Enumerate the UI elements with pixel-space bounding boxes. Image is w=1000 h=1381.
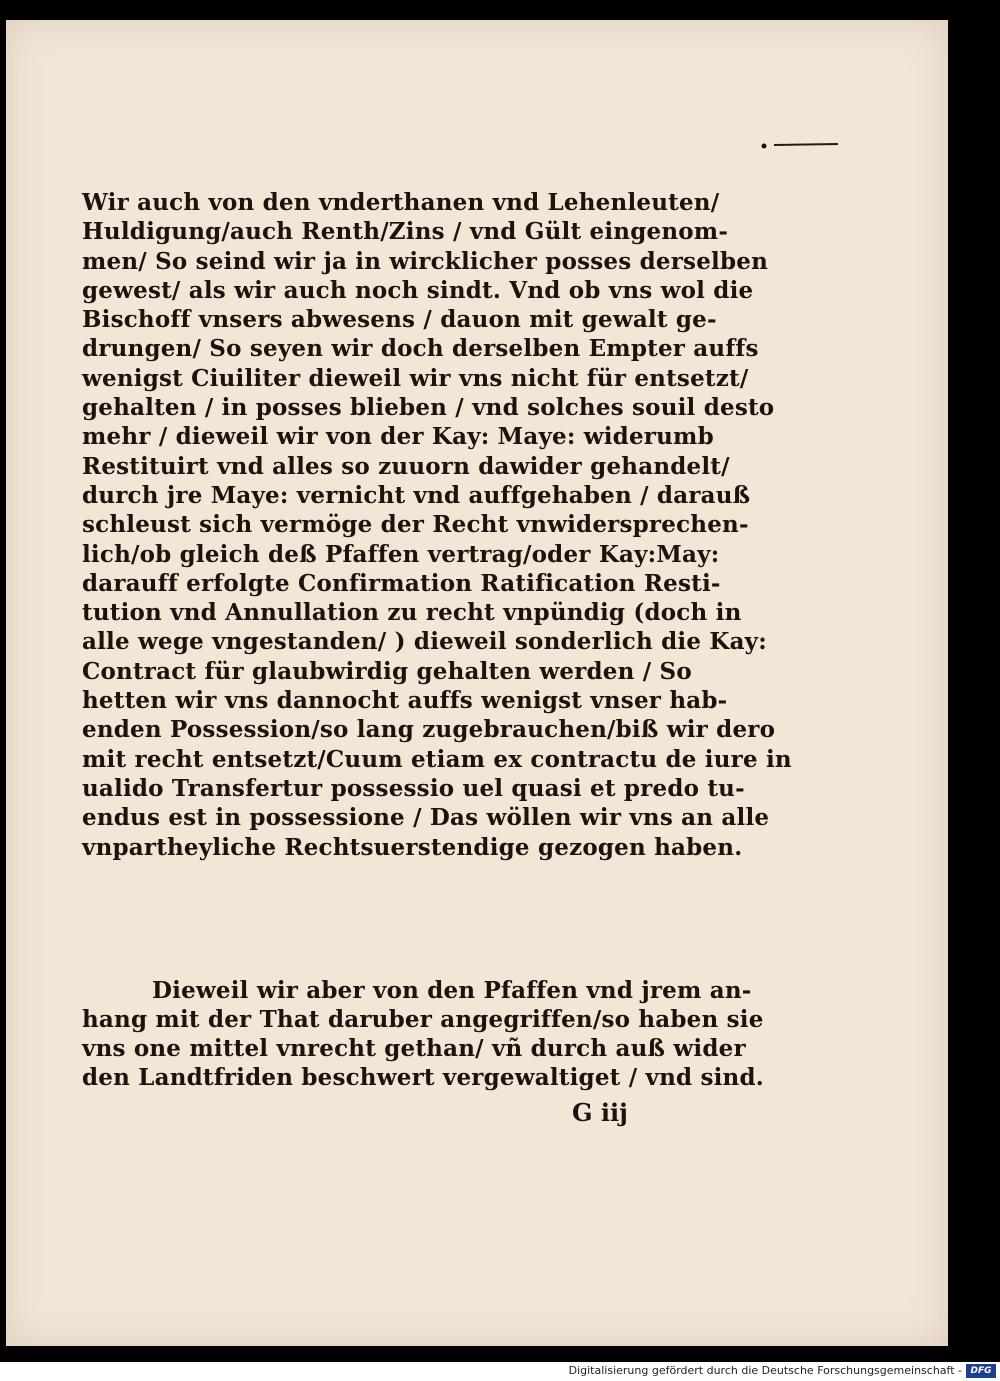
- text-line: mit recht entsetzt/Cuum etiam ex contractu de iure in: [82, 745, 792, 773]
- text-line: ualido Transfertur possessio uel quasi et predo tu-: [82, 774, 745, 802]
- body-paragraph-1: [82, 188, 792, 862]
- text-line: vns one mittel vnrecht gethan/ vñ durch auß wider: [82, 1035, 746, 1062]
- text-line: hang mit der That daruber angegriffen/so haben sie: [82, 1006, 764, 1033]
- text-line: alle wege vngestanden/ ) dieweil sonderlich die Kay:: [82, 628, 767, 656]
- text-line: vnpartheyliche Rechtsuerstendige gezogen haben.: [82, 833, 743, 861]
- text-line: Contract für glaubwirdig gehalten werden / So: [82, 657, 692, 685]
- text-line: Huldigung/auch Renth/Zins / vnd Gült eingenom-: [82, 218, 729, 246]
- text-line: wenigst Ciuiliter dieweil wir vns nicht für entsetzt/: [82, 364, 749, 392]
- text-line: Wir auch von den vnderthanen vnd Lehenleuten/: [82, 189, 720, 216]
- text-line: men/ So seind wir ja in wircklicher posses derselben: [82, 247, 769, 275]
- text-line: lich/ob gleich deß Pfaffen vertrag/oder Kay:May:: [82, 540, 720, 568]
- footer-credit: Digitalisierung gefördert durch die Deutsche Forschungsgemeinschaft -: [568, 1364, 962, 1377]
- text-line: Dieweil wir aber von den Pfaffen vnd jrem an-: [152, 977, 752, 1004]
- signature-mark: G iij: [572, 1098, 628, 1127]
- text-line: schleust sich vermöge der Recht vnwidersprechen-: [82, 511, 749, 539]
- text-line: Bischoff vnsers abwesens / dauon mit gewalt ge-: [82, 306, 717, 334]
- text-line: den Landtfriden beschwert vergewaltiget / vnd sind.: [82, 1064, 764, 1091]
- text-line: Restituirt vnd alles so zuuorn dawider gehandelt/: [82, 452, 730, 480]
- text-line: drungen/ So seyen wir doch derselben Empter auffs: [82, 335, 759, 363]
- footer-bar: [0, 1362, 1000, 1381]
- body-paragraph-2: [82, 976, 782, 1092]
- text-line: durch jre Maye: vernicht vnd auffgehaben / darauß: [82, 481, 751, 509]
- dfg-logo: DFG: [966, 1364, 996, 1378]
- text-line: tution vnd Annullation zu recht vnpündig (doch in: [82, 599, 742, 627]
- text-line: mehr / dieweil wir von der Kay: Maye: widerumb: [82, 423, 714, 451]
- text-line: gehalten / in posses blieben / vnd solches souil desto: [82, 394, 775, 422]
- text-line: darauff erfolgte Confirmation Ratification Resti-: [82, 569, 721, 597]
- ink-mark: [760, 142, 840, 150]
- text-line: hetten wir vns dannocht auffs wenigst vnser hab-: [82, 687, 728, 715]
- text-line: endus est in possessione / Das wöllen wir vns an alle: [82, 804, 770, 832]
- text-line: gewest/ als wir auch noch sindt. Vnd ob vns wol die: [82, 276, 754, 304]
- text-line: enden Possession/so lang zugebrauchen/biß wir dero: [82, 716, 776, 744]
